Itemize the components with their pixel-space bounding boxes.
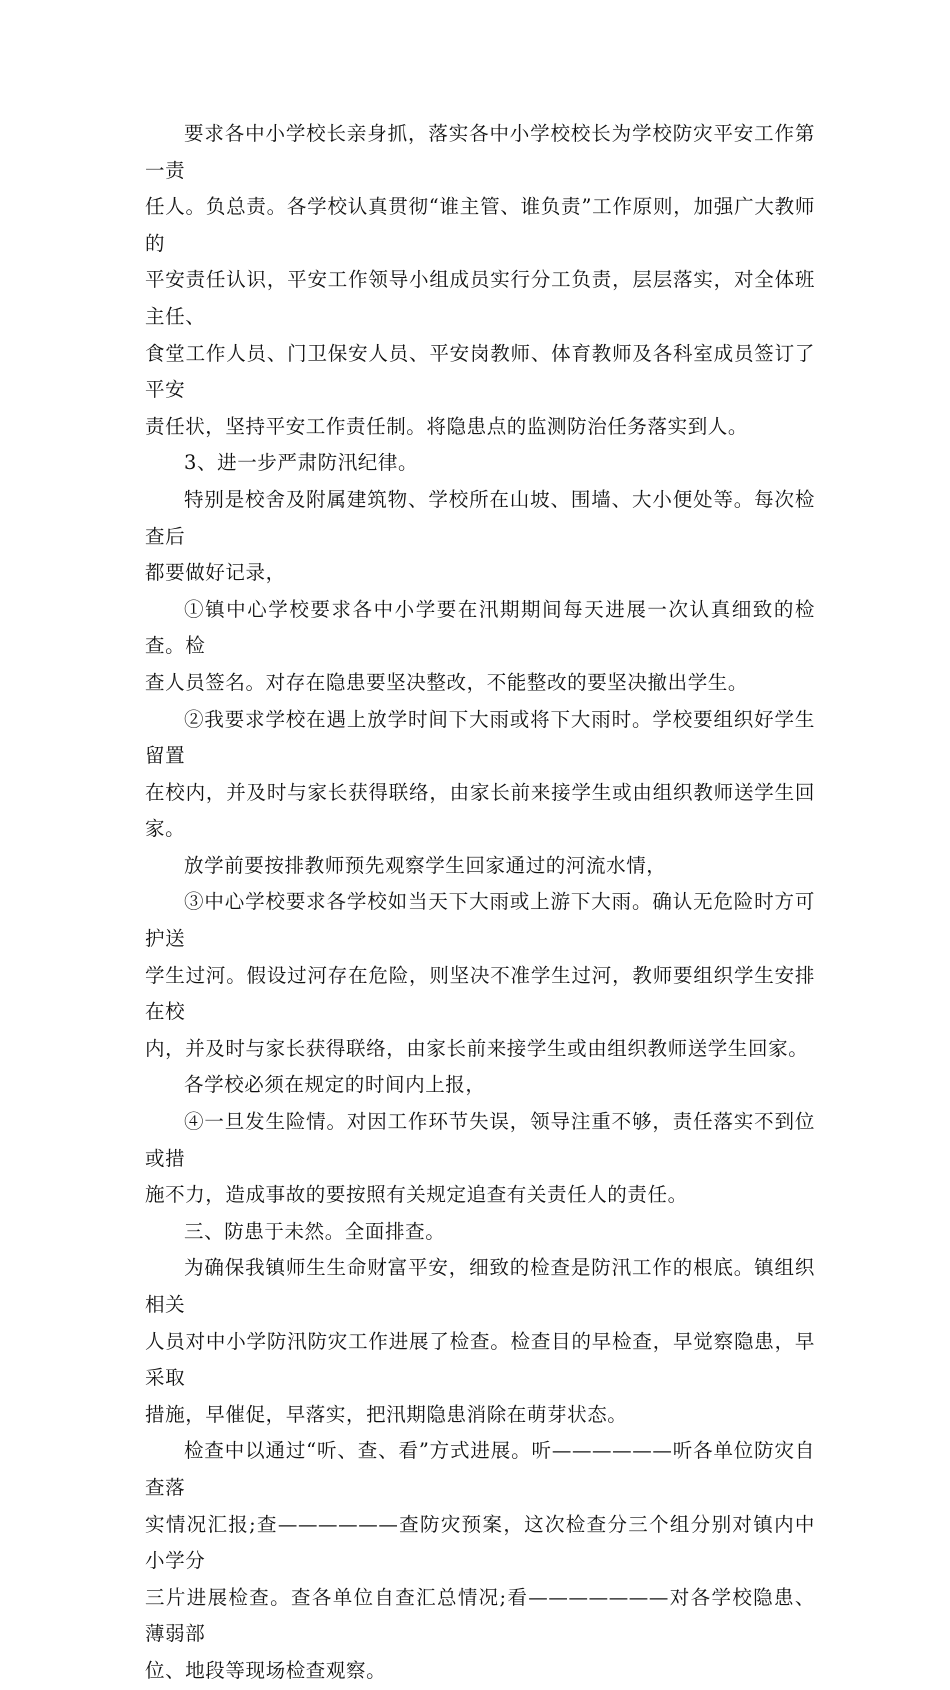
paragraph-river-observation: 放学前要按排教师预先观察学生回家通过的河流水情， [184,853,667,877]
paragraph-inspection-method: 检查中以通过“听、查、看”方式进展。听——————听各单位防灾自查落 实情况汇报;查——————查防灾预案，这次检查分三个组分别对镇内中小学分 三片进展检查。查各单位自查汇总情况;看———————对各学校隐患、薄弱部 位、地段等现场检查观察。 [145,1439,815,1682]
paragraph-item-1: ①镇中心学校要求各中小学要在汛期期间每天进展一次认真细致的检查。检 查人员签名。对存在隐患要坚决整改，不能整改的要坚决撤出学生。 [145,597,815,694]
paragraph-reporting: 各学校必须在规定的时间内上报， [184,1073,486,1097]
document-body [145,116,815,1690]
paragraph-heading-prevention: 三、防患于未然。全面排查。 [184,1219,446,1243]
paragraph-inspection-scope: 特别是校舍及附属建筑物、学校所在山坡、围墙、大小便处等。每次检查后 都要做好记录， [145,487,815,585]
paragraph-safety-inspection: 为确保我镇师生生命财富平安，细致的检查是防汛工作的根底。镇组织相关 人员对中小学防汛防灾工作进展了检查。检查目的早检查，早觉察隐患，早采取 措施，早催促，早落实，把汛期隐患消除在萌芽状态。 [145,1256,815,1426]
paragraph-heading-discipline: 3、进一步严肃防汛纪律。 [184,451,419,475]
paragraph-item-3: ③中心学校要求各学校如当天下大雨或上游下大雨。确认无危险时方可护送 学生过河。假设过河存在危险，则坚决不准学生过河，教师要组织学生安排在校 内，并及时与家长获得联络，由家长前来接学生或由组织教师送学生回家。 [145,890,815,1060]
paragraph-item-2: ②我要求学校在遇上放学时间下大雨或将下大雨时。学校要组织好学生留置 在校内，并及时与家长获得联络，由家长前来接学生或由组织教师送学生回家。 [145,707,815,841]
paragraph-responsibility: 要求各中小学校长亲身抓，落实各中小学校校长为学校防灾平安工作第一责 任人。负总责。各学校认真贯彻“谁主管、谁负责”工作原则，加强广大教师的 平安责任认识，平安工作领导小组成员实行分工负责，层层落实，对全体班主任、 食堂工作人员、门卫保安人员、平安岗教师、体育教师及各科室成员签订了平安 责任状，坚持平安工作责任制。将隐患点的监测防治任务落实到人。 [145,122,815,438]
paragraph-item-4: ④一旦发生险情。对因工作环节失误，领导注重不够，责任落实不到位或措 施不力，造成事故的要按照有关规定追查有关责任人的责任。 [145,1110,815,1207]
